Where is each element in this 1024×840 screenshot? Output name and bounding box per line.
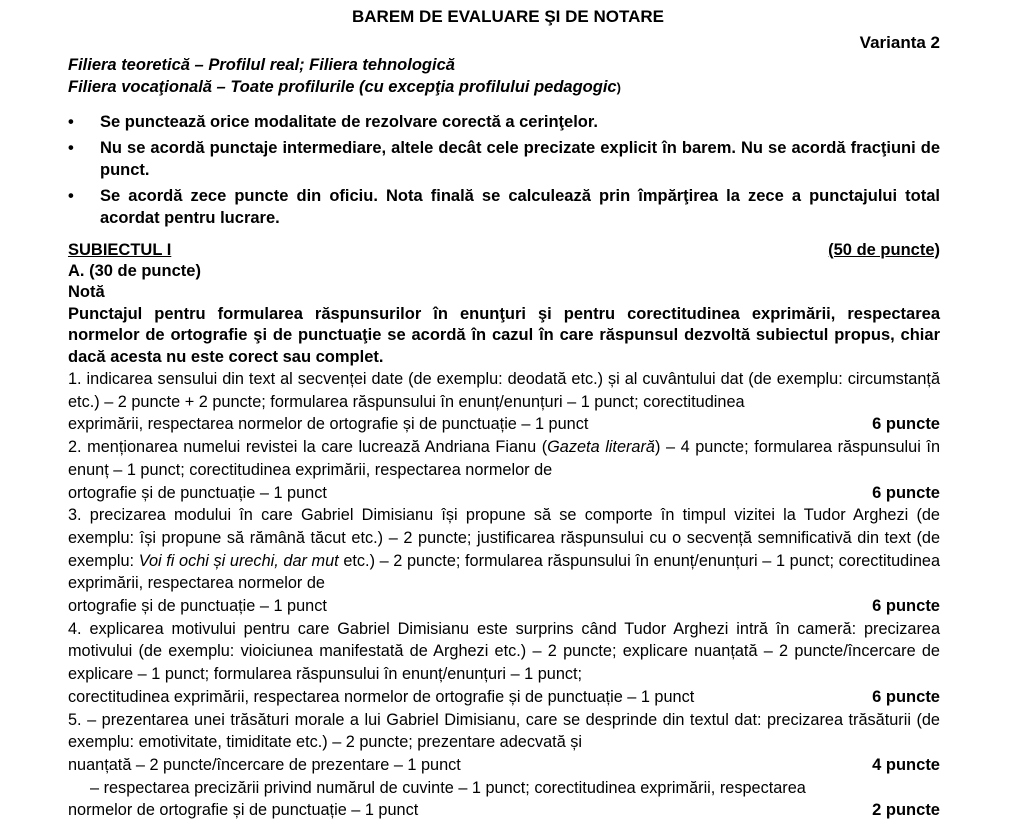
bullet-icon: • — [68, 138, 74, 157]
item-3-text-b: etc.) – 2 puncte; formularea răspunsului în enunț/enunțuri – 1 punct; corectitudinea exprimării, respectarea normelor de — [68, 551, 941, 593]
item-5b-body: – respectarea precizării privind numărul de cuvinte – 1 punct; corectitudinea exprimării, respectarea — [90, 778, 806, 797]
rule-text: Se punctează orice modalitate de rezolvare corectă a cerinţelor. — [100, 113, 598, 131]
bullet-icon: • — [68, 186, 74, 205]
nota-label: Notă — [68, 283, 105, 301]
rule-text: Se acordă zece puncte din oficiu. Nota finală se calculează prin împărţirea la zece a punctajului total acordat pentru lucrare. — [100, 186, 940, 227]
filiera-line-2-paren: ) — [616, 80, 621, 95]
item-2-italic: Gazeta literară — [547, 438, 655, 457]
bullet-icon: • — [68, 113, 74, 131]
item-2-last-line — [68, 482, 940, 505]
item-3-italic: Voi fi ochi și urechi, dar mut — [138, 551, 339, 570]
rules-list — [68, 111, 940, 230]
subject-heading — [68, 240, 940, 261]
item-2-last-text: ortografie și de punctuație – 1 punct — [68, 483, 327, 502]
rule-item — [68, 111, 940, 134]
item-2-points: 6 puncte — [872, 483, 940, 502]
item-3-text-a: 3. precizarea modului în care Gabriel Dimisianu își propune să se comporte în timpul vizitei la Tudor Arghezi (de exemplu: își propune să rămână tăcut etc.) – 2 puncte; justificarea răspunsului cu o secvență semnificativă din text (de exemplu: — [68, 506, 940, 570]
item-5b-last-line — [68, 799, 940, 822]
filiera-line-1: Filiera teoretică – Profilul real; Filiera tehnologică — [68, 56, 455, 74]
filiera-line-2 — [68, 76, 940, 99]
item-2-text-b: ) – 4 puncte; formularea răspunsului în enunț – 1 punct; corectitudinea exprimării, respectarea normelor de — [68, 438, 940, 479]
document-page — [68, 6, 940, 822]
item-3-body — [68, 504, 940, 595]
item-4-last-text: corectitudinea exprimării, respectarea normelor de ortografie și de punctuație – 1 punct — [68, 687, 695, 706]
item-1-last-line — [68, 413, 940, 436]
item-1-points: 6 puncte — [872, 415, 940, 434]
subject-points: (50 de puncte) — [828, 240, 940, 259]
item-2-body — [68, 436, 940, 481]
rule-text: Nu se acordă punctaje intermediare, altele decât cele precizate explicit în barem. Nu se acordă fracţiuni de punct. — [100, 138, 940, 179]
item-5b-last-text: normelor de ortografie și de punctuație – 1 punct — [68, 801, 419, 820]
item-3-last-text: ortografie și de punctuație – 1 punct — [68, 597, 327, 616]
nota-text: Punctajul pentru formularea răspunsurilor în enunţuri şi pentru corectitudinea exprimării, respectarea normelor de ortografie şi de punctuaţie se acordă în cazul în care răspunsul dezvoltă subiectul propus, chiar dacă acesta nu este corect sau complet. — [68, 304, 940, 366]
item-2-text-a: 2. menționarea numelui revistei la care lucrează Andriana Fianu ( — [68, 438, 548, 457]
item-5-last-text: nuanțată – 2 puncte/încercare de prezentare – 1 punct — [68, 755, 461, 774]
item-5b-points: 2 puncte — [872, 801, 940, 820]
item-5-points: 4 puncte — [872, 755, 940, 774]
rule-item — [68, 185, 940, 230]
item-3-points: 6 puncte — [872, 597, 940, 616]
item-4-points: 6 puncte — [872, 687, 940, 706]
item-1-last-text: exprimării, respectarea normelor de ortografie și de punctuație – 1 punct — [68, 415, 589, 434]
item-3-last-line — [68, 595, 940, 618]
item-5-last-line — [68, 754, 940, 777]
item-4-last-line — [68, 686, 940, 709]
subject-name: SUBIECTUL I — [68, 240, 172, 259]
rule-item — [68, 137, 940, 182]
filiera-line-2-text: Filiera vocaţională – Toate profilurile (cu excepţia profilului pedagogic — [68, 78, 617, 96]
item-5-body: 5. – prezentarea unei trăsături morale a lui Gabriel Dimisianu, care se desprinde din textul dat: precizarea trăsăturii (de exemplu: emotivitate, timiditate etc.) – 2 puncte; prezentare adecvată și — [68, 710, 940, 752]
variant-label: Varianta 2 — [859, 33, 940, 52]
document-title: BAREM DE EVALUARE ŞI DE NOTARE — [351, 7, 664, 26]
item-4-body: 4. explicarea motivului pentru care Gabriel Dimisianu este surprins când Tudor Arghezi intră în cameră: precizarea motivului (de exemplu: vioiciunea manifestată de Arghezi etc.) – 2 puncte; explicare nuanțată – 2 puncte/încercare de explicare – 1 punct; formularea răspunsului în enunț/enunțuri – 1 punct; — [68, 619, 940, 684]
item-1-body: 1. indicarea sensului din text al secvenței date (de exemplu: deodată etc.) și al cuvântului dat (de exemplu: circumstanță etc.) – 2 puncte + 2 puncte; formularea răspunsului în enunț/enunțuri – 1 punct; corectitudinea — [68, 370, 940, 411]
section-a-heading: A. (30 de puncte) — [68, 261, 201, 280]
